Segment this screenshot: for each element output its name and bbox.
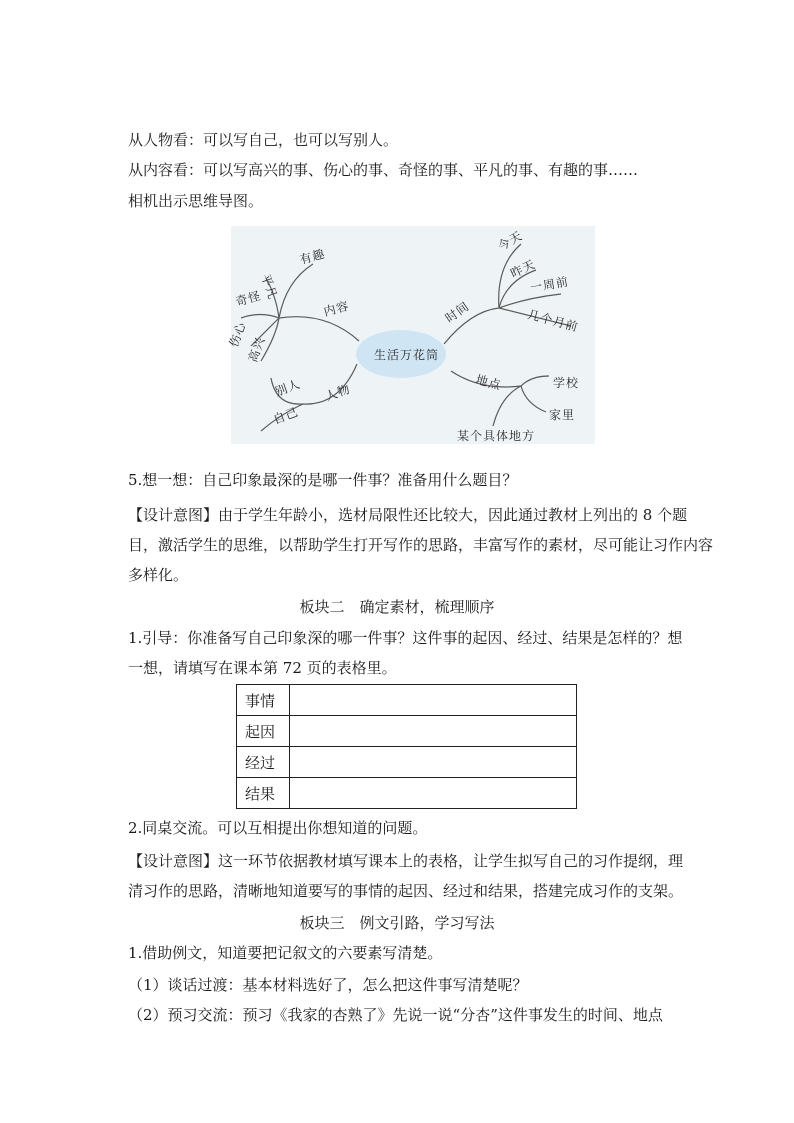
text-line-think: 5.想一想：自己印象最深的是哪一件事？准备用什么题目？: [128, 471, 518, 489]
label-others: 别人: [273, 376, 303, 399]
outline-table: [236, 684, 577, 809]
table-cell-blank: [290, 685, 577, 716]
label-place: 地点: [474, 372, 503, 393]
label-self: 自己: [271, 404, 301, 427]
label-people: 人物: [323, 381, 353, 404]
table-row: [237, 685, 577, 716]
text-line-preview: （2）预习交流：预习《我家的杏熟了》先说一说“分杏”这件事发生的时间、地点: [128, 1006, 663, 1024]
label-months: 几个月前: [526, 307, 581, 335]
text-line-content: 从内容看：可以写高兴的事、伤心的事、奇怪的事、平凡的事、有趣的事……: [128, 161, 639, 179]
text-line-deskmate: 2.同桌交流。可以互相提出你想知道的问题。: [128, 819, 428, 837]
label-school: 学校: [553, 376, 580, 390]
text-line-intent-5: 清习作的思路，清晰地知道要写的事情的起因、经过和结果，搭建完成习作的支架。: [128, 882, 684, 900]
mind-map-svg: [226, 226, 595, 444]
label-home: 家里: [549, 408, 576, 422]
label-happy: 高兴: [245, 334, 268, 365]
label-content: 内容: [322, 298, 351, 319]
label-today: 今天: [495, 228, 526, 254]
table-cell-blank: [290, 747, 577, 778]
text-line-intent-2: 目，激活学生的思维，以帮助学生打开写作的思路，丰富写作的素材，尽可能让习作内容: [128, 536, 714, 554]
text-line-intent-4: 【设计意图】这一环节依据教材填写课本上的表格，让学生拟写自己的习作提纲，理: [128, 852, 684, 870]
table-cell-blank: [290, 716, 577, 747]
text-line-guide-2: 一想，请填写在课本第 72 页的表格里。: [128, 659, 397, 677]
table-row-label: 事情: [237, 685, 290, 716]
label-ordinary: 平凡: [258, 272, 281, 302]
table-row-label: 结果: [237, 778, 290, 809]
center-label: 生活万花筒: [374, 348, 440, 362]
section-heading-2: 板块二 确定素材，梳理顺序: [299, 598, 495, 616]
label-yesterday: 昨天: [508, 257, 538, 281]
section-heading-3: 板块三 例文引路，学习写法: [299, 914, 495, 932]
text-line-transition: （1）谈话过渡：基本材料选好了，怎么把这件事写清楚呢？: [128, 976, 528, 994]
text-line-intent-3: 多样化。: [128, 566, 189, 584]
text-line-people: 从人物看：可以写自己，也可以写别人。: [128, 131, 399, 149]
text-line-guide-1: 1.引导：你准备写自己印象深的哪一件事？这件事的起因、经过、结果是怎样的？想: [128, 629, 683, 647]
label-week: 一周前: [529, 274, 570, 295]
text-line-example: 1.借助例文，知道要把记叙文的六要素写清楚。: [128, 944, 443, 962]
label-time: 时间: [442, 299, 473, 326]
label-strange: 奇怪: [234, 288, 263, 309]
label-specific-place: 某个具体地方: [457, 429, 536, 443]
table-row: [237, 778, 577, 809]
table-row-label: 起因: [237, 716, 290, 747]
label-sad: 伤心: [226, 319, 249, 350]
table-row: [237, 747, 577, 778]
label-interesting: 有趣: [298, 246, 327, 267]
table-row: [237, 716, 577, 747]
table-cell-blank: [290, 778, 577, 809]
text-line-intent-1: 【设计意图】由于学生年龄小，选材局限性还比较大，因此通过教材上列出的 8 个题: [128, 506, 688, 524]
mind-map-figure: [226, 226, 595, 444]
text-line-show-mindmap: 相机出示思维导图。: [128, 192, 264, 210]
table-row-label: 经过: [237, 747, 290, 778]
